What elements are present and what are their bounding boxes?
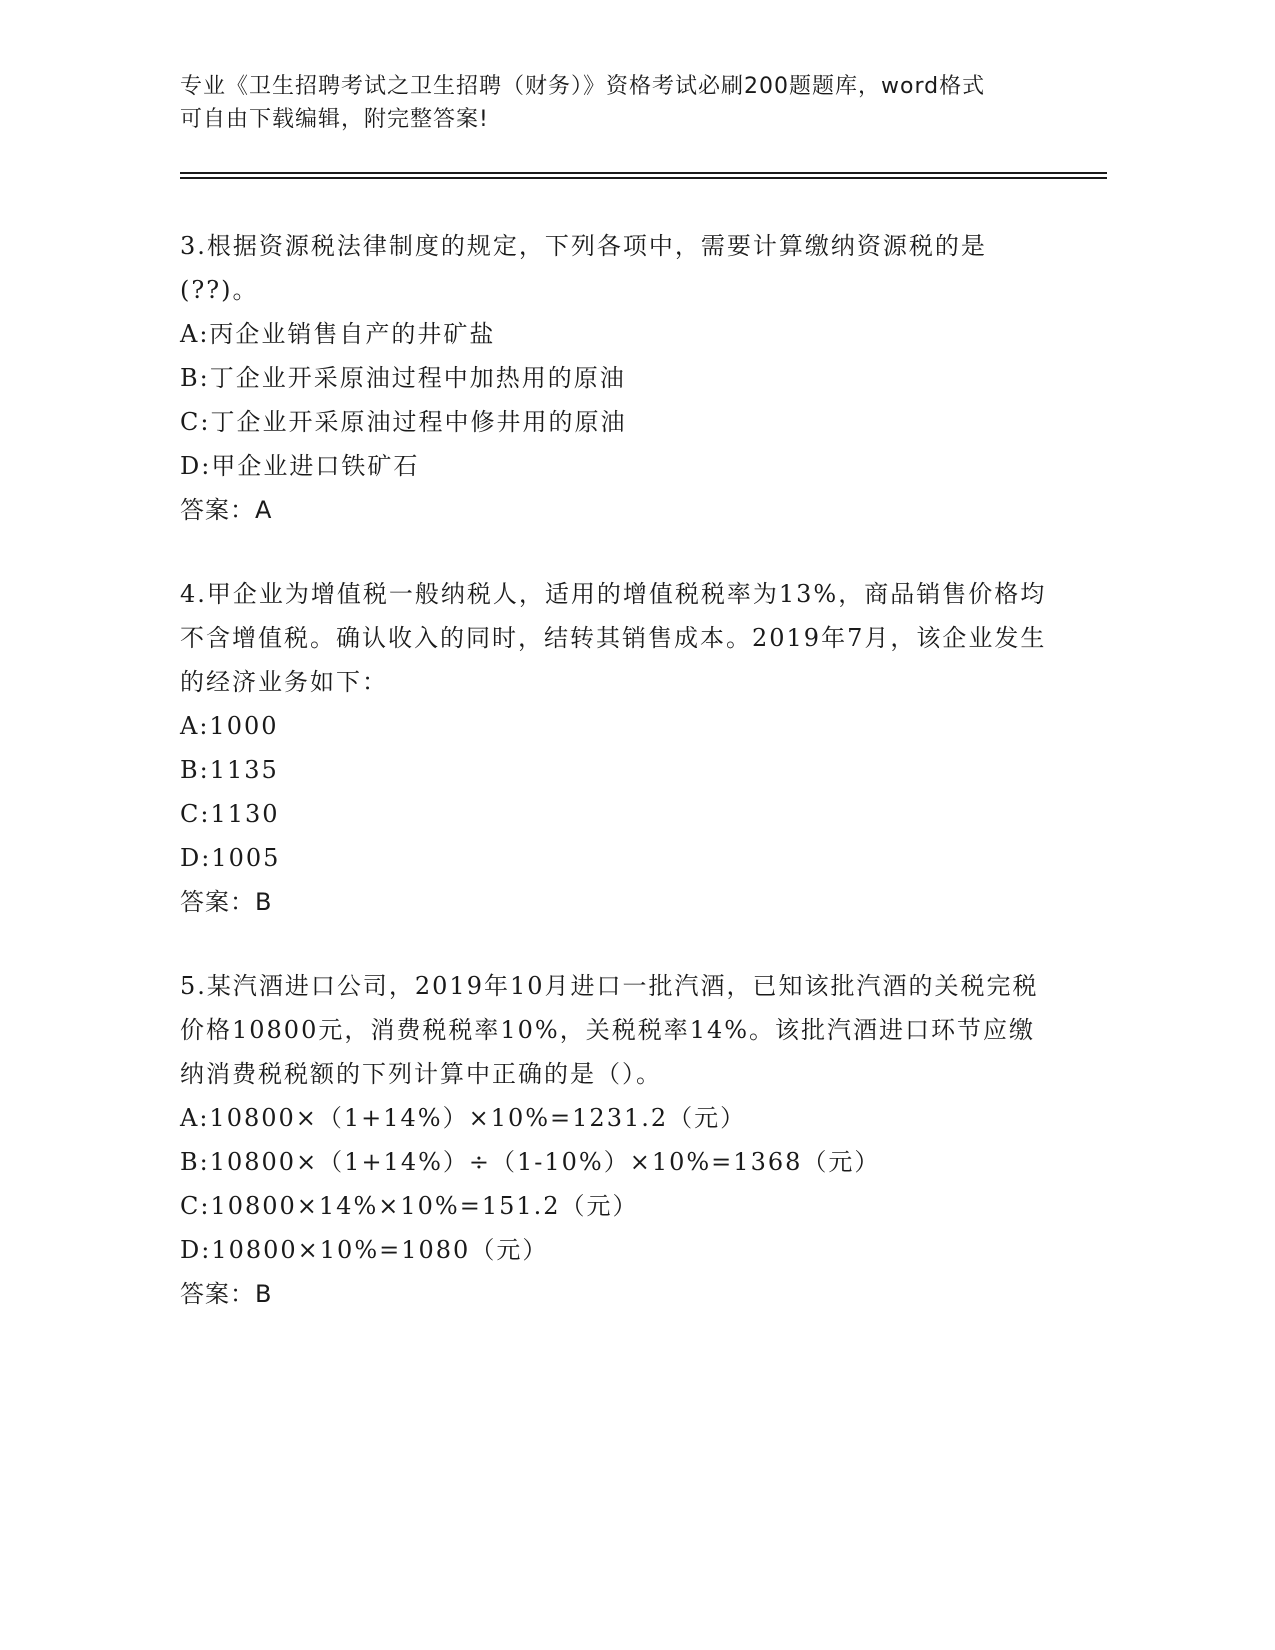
option-a: A:丙企业销售自产的井矿盐 [180,320,496,348]
option-b: B:1135 [180,756,279,784]
question-3 [180,224,1060,532]
option-c: C:丁企业开采原油过程中修井用的原油 [180,408,627,436]
option-a: A:10800×（1+14%）×10%=1231.2（元） [180,1104,747,1132]
option-d: D:10800×10%=1080（元） [180,1236,549,1264]
option-d: D:甲企业进口铁矿石 [180,452,420,480]
question-4 [180,572,1060,924]
header-divider-top [180,172,1107,174]
answer-line: 答案：A [180,496,273,524]
header-line-1: 专业《卫生招聘考试之卫生招聘（财务）》资格考试必刷200题题库，word格式 [180,74,986,99]
question-stem: 3.根据资源税法律制度的规定，下列各项中，需要计算缴纳资源税的是(??)。 [180,232,987,304]
answer-line: 答案：B [180,1280,273,1308]
option-b: B:10800×（1+14%）÷（1-10%）×10%=1368（元） [180,1148,881,1176]
question-stem: 5.某汽酒进口公司，2019年10月进口一批汽酒，已知该批汽酒的关税完税价格10800元，消费税税率10%，关税税率14%。该批汽酒进口环节应缴纳消费税税额的下列计算中正确的是（）。 [180,972,1039,1088]
option-c: C:1130 [180,800,280,828]
header-line-2: 可自由下载编辑，附完整答案! [180,107,489,132]
option-c: C:10800×14%×10%=151.2（元） [180,1192,639,1220]
option-a: A:1000 [180,712,279,740]
answer-line: 答案：B [180,888,273,916]
option-b: B:丁企业开采原油过程中加热用的原油 [180,364,626,392]
document-header [180,70,1060,136]
header-divider-bottom [180,177,1107,179]
question-stem: 4.甲企业为增值税一般纳税人，适用的增值税税率为13%，商品销售价格均不含增值税。确认收入的同时，结转其销售成本。2019年7月，该企业发生的经济业务如下： [180,580,1047,696]
question-5 [180,964,1060,1316]
option-d: D:1005 [180,844,281,872]
